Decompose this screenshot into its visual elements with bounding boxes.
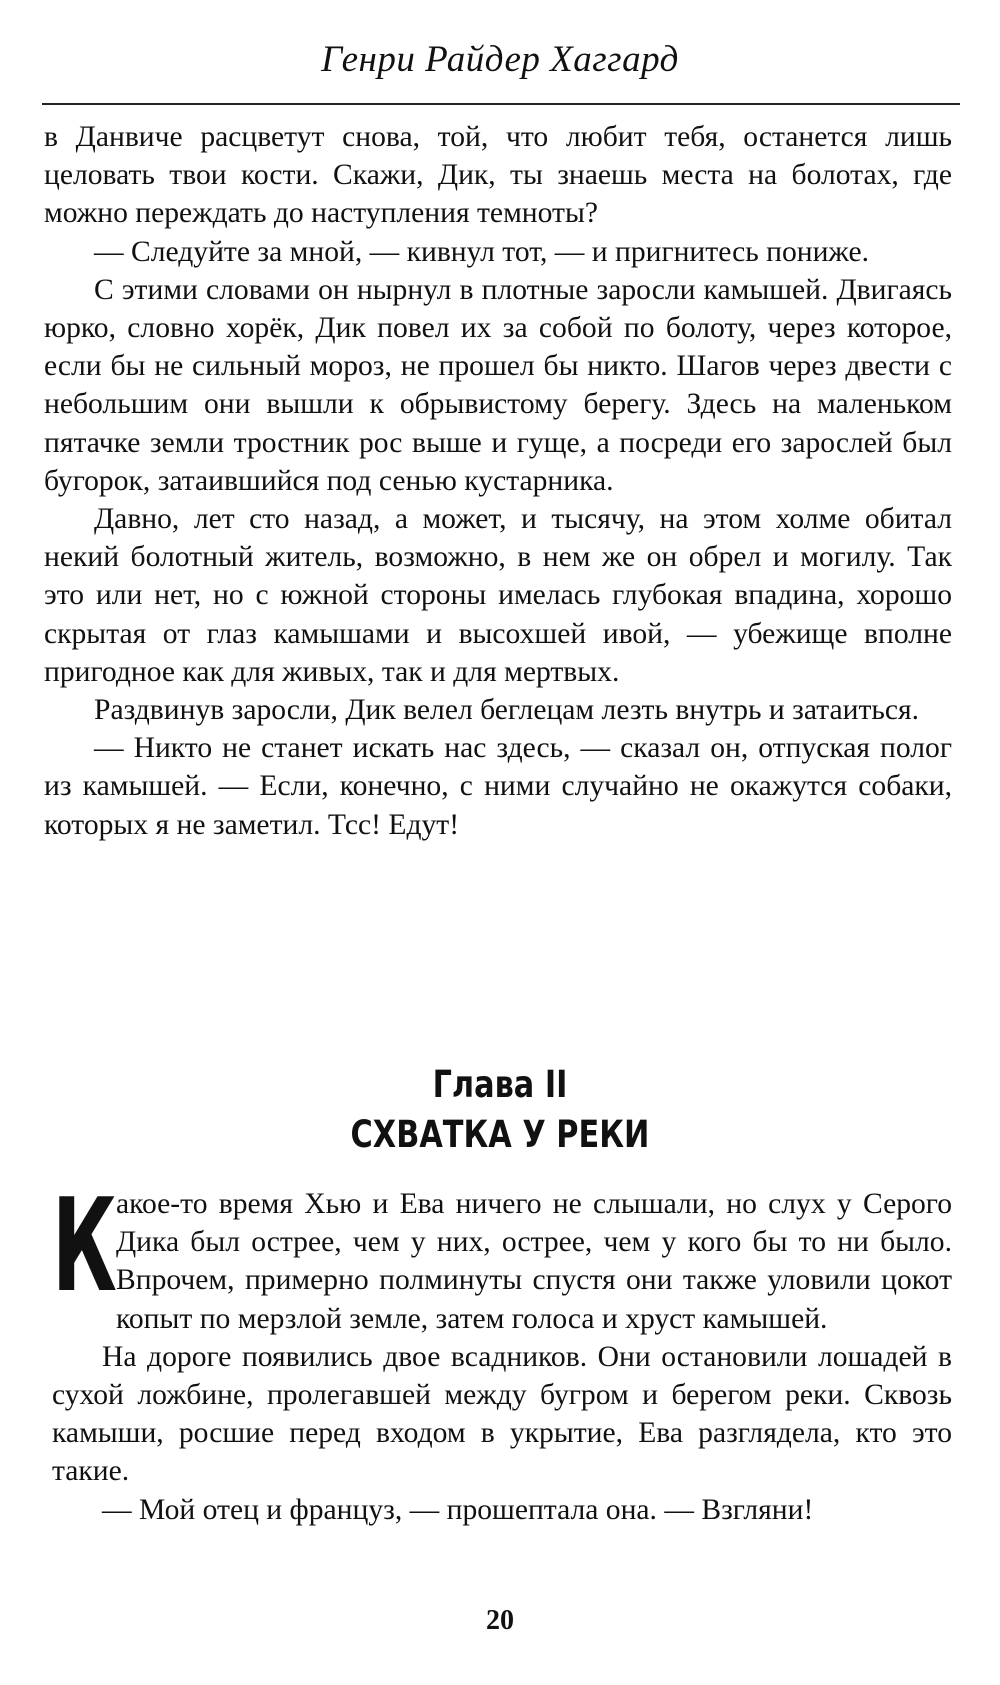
paragraph: С этими словами он нырнул в плотные заросли камышей. Двигаясь юрко, словно хорёк, Дик повел их за собой по болоту, через которое, если бы не сильный мороз, не прошел бы никто. Шагов через двести с небольшим они вышли к обрывистому берегу. Здесь на маленьком пятачке земли тростник рос выше и гуще, а посреди его зарослей был бугорок, затаившийся под сенью кустарника. (44, 273, 952, 497)
drop-cap: К (52, 1172, 117, 1321)
chapter-body (52, 1172, 952, 1529)
first-paragraph-text: акое-то время Хью и Ева ничего не слышали, но слух у Серого Дика был острее, чем у них, острее, чем у кого бы то ни было. Впрочем, примерно полминуты спустя они также уловили цокот копыт по мерзлой земле, затем голоса и хруст камышей. (116, 1188, 952, 1335)
running-head: Генри Райдер Хаггард (321, 39, 679, 80)
chapter-heading (0, 1060, 1000, 1160)
paragraph: Давно, лет сто назад, а может, и тысячу, на этом холме обитал некий болотный житель, возможно, в нем же он обрел и могилу. Так это или нет, но с южной стороны имелась глубокая впадина, хорошо скрытая от глаз камышами и высохшей ивой, — убежище вполне пригодное как для живых, так и для мертвых. (44, 503, 952, 688)
paragraph: — Мой отец и француз, — прошептала она. — Взгляни! (102, 1493, 814, 1526)
paragraph: в Данвиче расцветут снова, той, что любит тебя, останется лишь целовать твои кости. Скажи, Дик, ты знаешь места на болотах, где можно переждать до наступления темноты? (44, 121, 952, 230)
paragraph: Раздвинув заросли, Дик велел беглецам лезть внутрь и затаиться. (94, 694, 920, 727)
paragraph: На дороге появились двое всадников. Они остановили лошадей в сухой ложбине, пролегавшей между бугром и берегом реки. Сквозь камыши, росшие перед входом в укрытие, Ева разглядела, кто это такие. (52, 1340, 952, 1488)
page-number: 20 (486, 1605, 514, 1636)
paragraph: — Никто не станет искать нас здесь, — сказал он, отпуская полог из камышей. — Если, конечно, с ними случайно не окажутся собаки, которых я не заметил. Тсс! Едут! (44, 732, 952, 841)
paragraph: — Следуйте за мной, — кивнул тот, — и пригнитесь пониже. (94, 235, 869, 268)
body-text (44, 118, 952, 844)
header-rule (42, 103, 960, 105)
chapter-number: Глава II (432, 1063, 568, 1106)
chapter-title: СХВАТКА У РЕКИ (350, 1113, 650, 1156)
chapter-first-paragraph (52, 1172, 952, 1338)
